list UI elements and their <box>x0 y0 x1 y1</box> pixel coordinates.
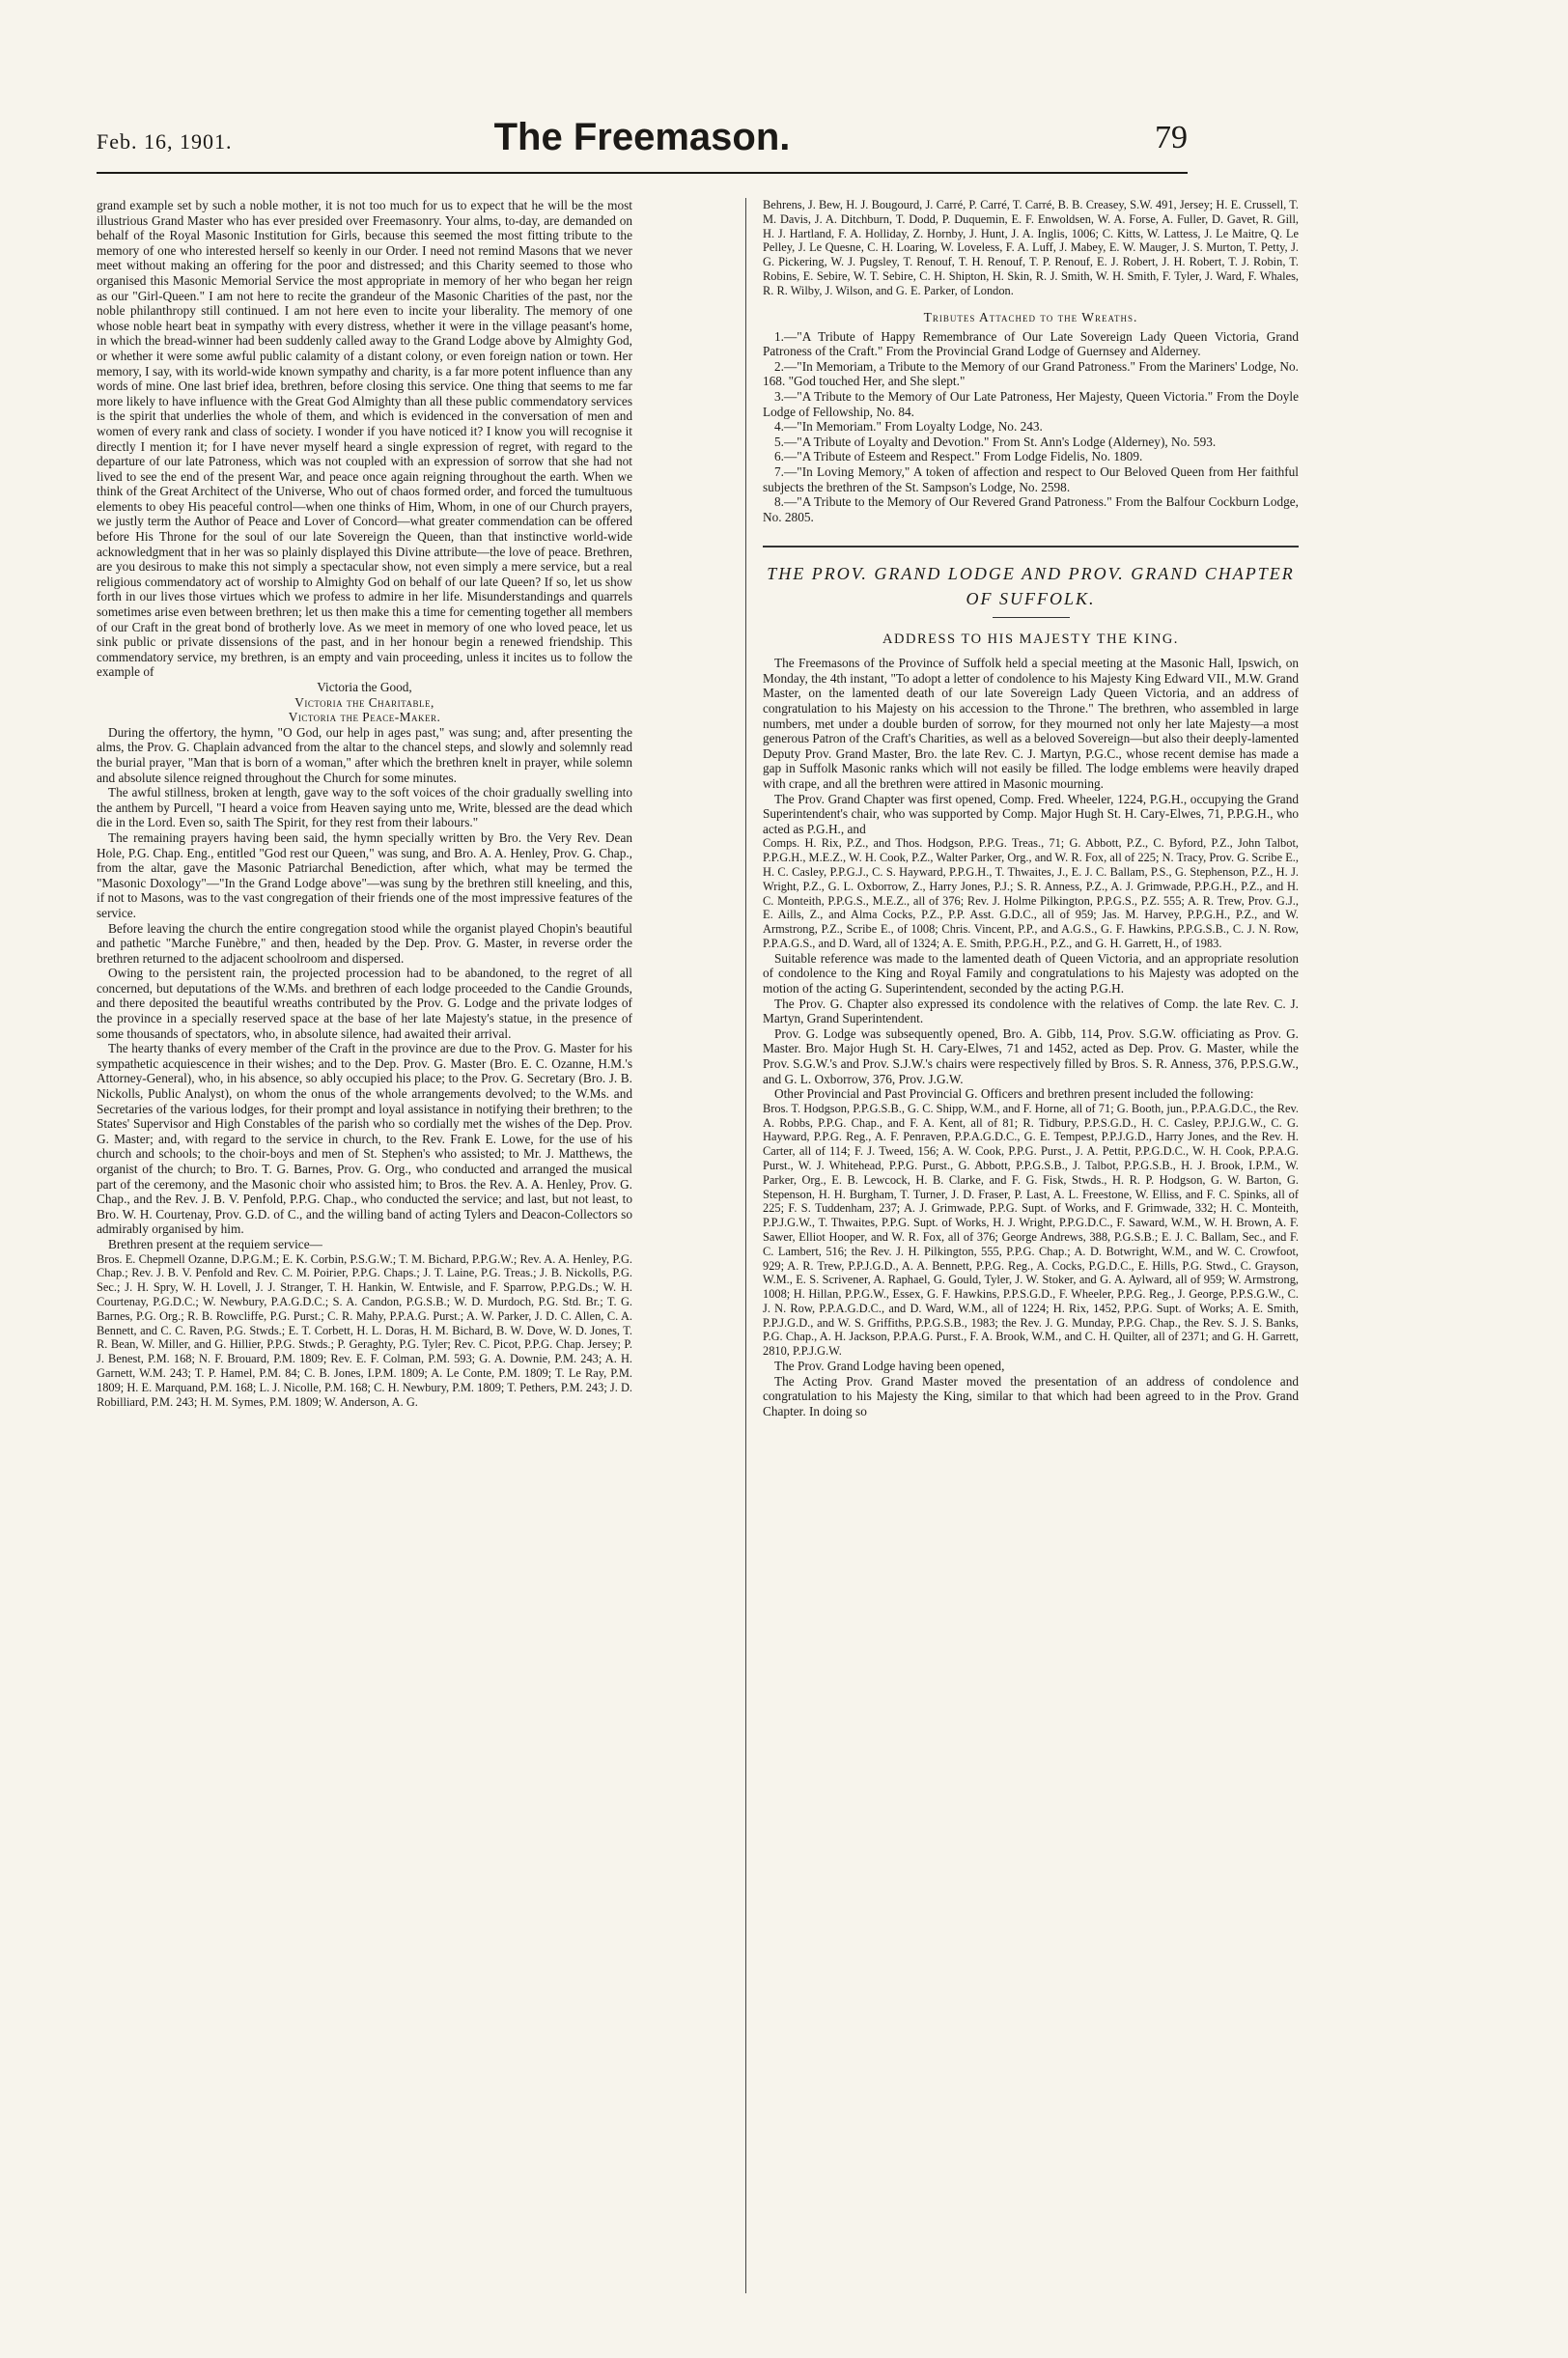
right-column <box>763 198 1299 2298</box>
tribute-item: 5.—"A Tribute of Loyalty and Devotion." From St. Ann's Lodge (Alderney), No. 593. <box>774 434 1217 449</box>
body-paragraph: The awful stillness, broken at length, gave way to the soft voices of the choir gradually swelling into the anthem by Purcell, "I heard a voice from Heaven saying unto me, Write, blessed are the dead which die in the Lord. Even so, saith The Spirit, for they rest from their labours." <box>97 785 632 830</box>
body-paragraph: Before leaving the church the entire congregation stood while the organist played Chopin's beautiful and pathetic "Marche Funèbre," and then, headed by the Dep. Prov. G. Master, in reverse order the brethren returned to the adjacent schoolroom and dispersed. <box>97 920 632 966</box>
tribute-item: 8.—"A Tribute to the Memory of Our Revered Grand Patroness." From the Balfour Cockburn Lodge, No. 2805. <box>763 494 1299 524</box>
page-header <box>97 116 1188 174</box>
tribute-item: 2.—"In Memoriam, a Tribute to the Memory of our Grand Patroness." From the Mariners' Lodge, No. 168. "God touched Her, and She slept." <box>763 358 1299 389</box>
left-column <box>97 198 632 2298</box>
body-paragraph: The Freemasons of the Province of Suffolk held a special meeting at the Masonic Hall, Ipswich, on Monday, the 4th instant, "To adopt a letter of condolence to his Majesty King Edward VII., M.W. Grand Master, on the lamented death of our late Sovereign Lady Queen Victoria, and an address of congratulation to his Majesty on his accession to the Throne." The brethren, who assembled in large numbers, met under a double burden of sorrow, for they mourned not only her late Majesty—a most generous Patron of the Craft's Charities, as well as a beloved Sovereign—but also their deeply-lamented Deputy Prov. Grand Master, Bro. the late Rev. C. J. Martyn, P.G.C., whose recent demise has made a gap in Suffolk Masonic ranks which will not easily be filled. The lodge emblems were heavily draped with crape, and all the brethren were attired in Masonic mourning. <box>763 656 1299 792</box>
body-paragraph: Prov. G. Lodge was subsequently opened, Bro. A. Gibb, 114, Prov. S.G.W. officiating as Prov. G. Master. Bro. Major Hugh St. H. Cary-Elwes, 71 and 1452, acted as Dep. Prov. G. Master, while the Prov. S.G.W.'s and Prov. S.J.W.'s chairs were respectively filled by Bros. S. R. Anness, 376, P.P.S.G.W., and G. L. Oxborrow, 376, Prov. J.G.W. <box>763 1025 1299 1086</box>
title-rule <box>993 617 1070 618</box>
page-number: 79 <box>1155 120 1188 155</box>
body-paragraph: Brethren present at the requiem service— <box>108 1236 322 1251</box>
header-rule <box>97 172 1188 174</box>
article-subtitle: ADDRESS TO HIS MAJESTY THE KING. <box>882 632 1179 648</box>
body-paragraph: Suitable reference was made to the lamented death of Queen Victoria, and an appropriate resolution of condolence to the King and Royal Family and congratulations to his Majesty was adopted on the motion of the acting G. Superintendent, seconded by the acting P.G.H. <box>763 950 1299 996</box>
tribute-item: 6.—"A Tribute of Esteem and Respect." From Lodge Fidelis, No. 1809. <box>774 449 1143 464</box>
body-paragraph: The Prov. G. Chapter also expressed its condolence with the relatives of Comp. the late Rev. C. J. Martyn, Grand Superintendent. <box>763 996 1299 1026</box>
tribute-item: 7.—"In Loving Memory," A token of affection and respect to Our Beloved Queen from Her faithful subjects the brethren of the St. Sampson's Lodge, No. 2598. <box>763 463 1299 494</box>
body-paragraph: Other Provincial and Past Provincial G. Officers and brethren present included the following: <box>774 1086 1254 1102</box>
body-paragraph: The remaining prayers having been said, the hymn specially written by Bro. the Very Rev. Dean Hole, P.G. Chap. Eng., entitled "God rest our Queen," was sung, and Bro. A. A. Henley, Prov. G. Chap., from the altar, gave the Masonic Patriarchal Benediction, after which, what may be termed the "Masonic Doxology"—"In the Grand Lodge above"—was sung by the brethren still kneeling, and this, if not to Masons, was to the vast congregation of their friends one of the most impressive features of the service. <box>97 829 632 920</box>
body-paragraph: The Prov. Grand Chapter was first opened, Comp. Fred. Wheeler, 1224, P.G.H., occupying the Grand Superintendent's chair, who was supported by Comp. Major Hugh St. H. Cary-Elwes, 71, P.P.G.H., who acted as P.G.H., and <box>763 791 1299 836</box>
brethren-list: Behrens, J. Bew, H. J. Bougourd, J. Carré, P. Carré, T. Carré, B. B. Creasey, S.W. 491, Jersey; H. E. Crussell, T. M. Davis, J. A. Ditchburn, T. Dodd, P. Duquemin, E. F. Enwoldsen, W. A. Forse, A. Fuller, D. Gavet, R. Gill, H. J. Hartland, F. A. Holliday, Z. Hornby, J. Hunt, J. A. Inglis, 1006; C. Kitts, W. Lattess, J. Le Maitre, Q. Le Pelley, J. Le Quesne, C. H. Loaring, W. Loveless, F. A. Luff, J. Mabey, E. W. Mauger, J. S. Murton, T. Petty, J. G. Pickering, W. J. Pugsley, T. Renouf, T. H. Renouf, T. P. Renouf, E. J. Robert, J. H. Robert, T. J. Robin, T. Robins, E. Sebire, W. T. Sebire, C. H. Shipton, H. Skin, R. J. Smith, W. H. Smith, F. Tyler, J. Ward, F. Whales, R. R. Wilby, J. Wilson, and G. E. Parker, of London. <box>763 198 1299 297</box>
brethren-list: Bros. T. Hodgson, P.P.G.S.B., G. C. Shipp, W.M., and F. Horne, all of 71; G. Booth, jun., P.P.A.G.D.C., the Rev. A. Robbs, P.P.G. Chap., and F. A. Kent, all of 81; R. Tidbury, P.P.S.G.D., H. C. Casley, P.P.J.G.W., C. G. Hayward, P.P.G. Reg., A. F. Penraven, P.P.A.G.D.C., G. E. Tempest, P.P.J.G.D., Harry Jones, and the Rev. H. Carter, all of 114; F. J. Tweed, 156; A. W. Cook, P.P.G. Purst., J. A. Pettit, P.P.G.D.C., W. H. Cook, P.P.A.G. Purst., W. J. Whitehead, P.P.G. Purst., G. Abbott, P.P.G.S.B., J. Talbot, P.P.G.S.B., H. J. Brook, I.P.M., W. Parker, Org., E. B. Lewcock, H. B. Clarke, and F. G. Fisk, Stwds., H. R. P. Hodgson, G. W. Barton, G. Stepenson, H. H. Burgham, T. Turner, J. D. Fraser, P. Last, A. L. Freestone, W. Elliss, and F. C. Spinks, all of 225; F. S. Tuddenham, 237; A. J. Grimwade, P.P.G. Supt. of Works, and F. Grimwade, 332; H. C. Monteith, P.P.J.G.W., T. Thwaites, P.P.G. Supt. of Works, H. J. Wright, P.P.G.D.C., F. Saward, W.M., W. H. Brown, A. F. Sawer, Elliot Hooper, and W. R. Fox, all of 376; George Andrews, 388, P.G.S.B.; E. J. C. Ballam, Sec., and F. C. Lambert, 516; the Rev. J. H. Pilkington, 555, P.P.G. Chap.; A. D. Botwright, W.M., and W. C. Crowfoot, 929; A. R. Trew, P.P.J.G.D., A. A. Bennett, P.P.G. Reg., A. Cocks, P.G.D.C., E. Hills, P.G. Stwd., C. Grayson, W.M., E. S. Scrivener, A. Raphael, G. Gould, Tyler, J. W. Stoker, and G. A. Aylward, all of 959; W. Armstrong, 1008; H. Hillan, P.P.G.W., Essex, G. F. Hawkins, P.P.S.G.D., F. Wheeler, P.P.G. Reg., J. George, P.P.S.G.W., C. J. N. Row, P.P.A.G.D.C., and D. Ward, W.M., all of 1224; H. Rix, 1452, P.P.G. Supt. of Works; A. E. Smith, P.P.J.G.D., and W. S. Griffiths, P.P.G.S.B., 1983; the Rev. J. G. Munday, P.P.G. Chap., the Rev. S. J. S. Banks, P.G. Chap., A. H. Jackson, P.P.A.G. Purst., F. A. Brook, W.M., and C. H. Quilter, all of 2371; and G. H. Garrett, 2810, P.P.J.G.W. <box>763 1101 1299 1359</box>
body-paragraph: The Acting Prov. Grand Master moved the presentation of an address of condolence and congratulation to his Majesty the King, similar to that which had been agreed to in the Prov. Grand Chapter. In doing so <box>763 1373 1299 1418</box>
body-paragraph: During the offertory, the hymn, "O God, our help in ages past," was sung; and, after presenting the alms, the Prov. G. Chaplain advanced from the altar to the chancel steps, and slowly and solemnly read the burial prayer, "Man that is born of a woman," after which the brethren knelt in prayer, while solemn and absolute silence reigned throughout the Church for some minutes. <box>97 724 632 785</box>
tribute-item: 4.—"In Memoriam." From Loyalty Lodge, No. 243. <box>774 419 1043 435</box>
body-paragraph: The hearty thanks of every member of the Craft in the province are due to the Prov. G. Master for his sympathetic acquiescence in their wishes; and to the Dep. Prov. G. Master (Bro. E. C. Ozanne, H.M.'s Attorney-General), who, in his absence, so ably occupied his place; to the Prov. G. Secretary (Bro. J. B. Nickolls, Public Analyst), on whom the onus of the whole arrangements devolved; to the W.Ms. and Secretaries of the various lodges, for their prompt and loyal assistance in notifying their brethren; to the States' Supervisor and High Constables of the parish who so cordially met the wishes of the Dep. Prov. G. Master; and, with regard to the service in church, to the Rev. Frank E. Lowe, for the use of his church and schools; to the choir-boys and men of St. Stephen's who assisted; to Mr. J. Matthews, the organist of the church; to Bro. T. G. Barnes, Prov. G. Org., who conducted and arranged the musical part of the ceremony, and the Masonic choir who assisted him; to Bros. the Rev. A. A. Henley, Prov. G. Chap., and the Rev. J. B. V. Penfold, P.P.G. Chap., who conducted the service; and last, but not least, to Bro. W. H. Courtenay, Prov. G.D. of C., and the willing band of acting Tylers and Deacon-Collectors so admirably organised by him. <box>97 1041 632 1237</box>
tributes-heading: Tributes Attached to the Wreaths. <box>923 309 1138 324</box>
body-paragraph: Owing to the persistent rain, the projected procession had to be abandoned, to the regret of all concerned, but deputations of the W.Ms. and brethren of each lodge proceeded to the Candie Grounds, and there deposited the beautiful wreaths contributed by the Prov. G. Lodge and the private lodges of the province in a specially reserved space at the base of her late Majesty's statue, in the presence of some thousands of spectators, who, in absolute silence, had awaited their arrival. <box>97 966 632 1041</box>
tribute-item: 3.—"A Tribute to the Memory of Our Late Patroness, Her Majesty, Queen Victoria." From the Doyle Lodge of Fellowship, No. 84. <box>763 388 1299 419</box>
companions-list: Comps. H. Rix, P.Z., and Thos. Hodgson, P.P.G. Treas., 71; G. Abbott, P.Z., C. Byford, P.Z., John Talbot, P.P.G.H., M.E.Z., W. H. Cook, P.Z., Walter Parker, Org., and W. R. Fox, all of 225; N. Tracy, Prov. G. Scribe E., H. C. Casley, P.P.G.J., C. S. Hayward, P.P.G.H., T. Thwaites, J., E. J. C. Ballam, P.S., G. Stephenson, P.Z., H. J. Wright, P.Z., G. L. Oxborrow, Z., Harry Jones, P.J.; S. R. Anness, P.Z., A. J. Grimwade, P.P.G.H., P.Z., and H. C. Monteith, P.P.G.S., M.E.Z., all of 376; Rev. J. Holme Pilkington, P.P.G.S., P.Z. 555; A. R. Trew, Prov. G.J., E. Aills, Z., and Alma Cocks, P.Z., P.P. Asst. G.D.C., all of 959; Jas. M. Harvey, P.P.G.H., P.Z., and W. Armstrong, P.Z., Scribe E., of 1008; Chris. Vincent, P.P., and A.G.S., G. F. Hawkins, P.P.G.S.B., C. J. N. Row, P.P.A.G.S., and D. Ward, all of 1324; A. E. Smith, P.P.G.H., P.Z., and G. H. Garrett, H., of 1983. <box>763 836 1299 950</box>
article-rule <box>763 546 1299 547</box>
article-title: THE PROV. GRAND LODGE AND PROV. GRAND CHAPTER OF SUFFOLK. <box>767 564 1295 609</box>
tribute-item: 1.—"A Tribute of Happy Remembrance of Our Late Sovereign Lady Queen Victoria, Grand Patroness of the Craft." From the Provincial Grand Lodge of Guernsey and Alderney. <box>763 328 1299 359</box>
column-divider <box>745 198 746 2293</box>
verse-line: Victoria the Good, <box>317 680 412 694</box>
issue-date: Feb. 16, 1901. <box>97 129 233 154</box>
verse-line: Victoria the Peace-Maker. <box>288 710 441 725</box>
brethren-list: Bros. E. Chepmell Ozanne, D.P.G.M.; E. K. Corbin, P.S.G.W.; T. M. Bichard, P.P.G.W.; Rev. A. A. Henley, P.G. Chap.; Rev. J. B. V. Penfold and Rev. C. M. Poirier, P.P.G. Chaps.; J. T. Laine, P.G. Treas.; J. B. Nickolls, P.G. Sec.; J. H. Spry, W. H. Lovell, J. J. Stranger, T. H. Hankin, W. Entwisle, and F. Sparrow, P.P.G.Ds.; W. H. Courtenay, P.G.D.C.; W. Newbury, P.A.G.D.C.; S. A. Candon, P.G.S.B.; W. D. Murdoch, P.G. Std. Br.; T. G. Barnes, P.G. Org.; R. B. Rowcliffe, P.G. Purst.; C. R. Mahy, P.P.A.G. Purst.; A. W. Parker, J. D. C. Allen, C. A. Bennett, and C. C. Raven, P.G. Stwds.; E. T. Corbett, H. L. Doras, H. M. Bichard, B. W. Dove, W. D. Jones, T. R. Bean, W. Miller, and G. Hillier, P.P.G. Stwds.; P. Geraghty, P.G. Tyler; Rev. C. Picot, P.P.G. Chap. Jersey; P. J. Benest, P.M. 168; N. F. Brouard, P.M. 1809; Rev. E. F. Colman, P.M. 593; G. A. Downie, P.M. 243; A. H. Garnett, W.M. 243; T. P. Hamel, P.M. 84; C. B. Jones, I.P.M. 1809; A. Le Conte, P.M. 1809; T. Le Ray, P.M. 1809; H. E. Marquand, P.M. 168; L. J. Nicolle, P.M. 168; C. H. Newbury, P.M. 1809; T. Pethers, P.M. 243; J. D. Robilliard, P.M. 243; H. M. Symes, P.M. 1809; W. Anderson, A. G. <box>97 1251 632 1409</box>
sermon-paragraph: grand example set by such a noble mother, it is not too much for us to expect that he will be the most illustrious Grand Master who has ever presided over Freemasonry. Your alms, to-day, are demanded on behalf of the Royal Masonic Institution for Girls, because this seemed the most fitting tribute to the memory of one who interested herself so keenly in our Order. I need not remind Masons that we never meet without making an offering for the poor and distressed; and this Charity seemed to those who organised this Masonic Memorial Service the most appropriate in memory of her who began her reign as our "Girl-Queen." I am not here to recite the grandeur of the Masonic Charities of the past, nor the noble philanthropy still continued. I am not here even to incite your liberality. The memory of one whose noble heart beat in sympathy with every distress, whether it were in the village peasant's home, in which the bread-winner had been suddenly called away to the Grand Lodge above by Almighty God, or whether it were some awful public calamity of a distant colony, or even foreign nation or town. Her memory, I say, with its world-wide known sympathy and charity, is a far more potent influence than any words of mine. One last brief idea, brethren, before closing this service. One thing that seems to me far more likely to have influence with the Great God Almighty than all these public commendatory services is the spirit that underlies the whole of them, and which is evidenced in the conversation of men and women of every rank and class of society. I wonder if you have noticed it? I know you will recognise it directly I mention it; for I have never myself heard a single expression of regret, with regard to the departure of our late Patroness, which was not coupled with an expression of sorrow that she had not lived to see the end of the present War, and peace once again reigning throughout the earth. When we think of the Great Architect of the Universe, Who out of chaos formed order, and forced the tumultuous elements to obey His peaceful control—when one thinks of Him, Whom, in one of our Church prayers, we justly term the Author of Peace and Lover of Concord—what greater commendation can be offered before His Throne for the soul of our late Sovereign the Queen, than that instinctive world-wide acknowledgment that in her was so plainly displayed this Divine attribute—the love of peace. Brethren, are you desirous to make this not simply a spectacular show, not even simply a mere service, but a real religious commendatory act of worship to Almighty God on behalf of our late Queen? If so, let us show forth in our lives those virtues which we profess to admire in her life. Misunderstandings and quarrels sometimes arise even between brethren; let us then make this a time for cementing together all members of our Craft in the great bond of brotherly love. As we meet in memory of one who loved peace, let us sink public or private dissensions of the past, and in her honour begin a renewed friendship. This commendatory service, my brethren, is an empty and vain proceeding, unless it incites us to follow the example of <box>97 198 632 680</box>
verse-line: Victoria the Charitable, <box>294 694 434 710</box>
body-paragraph: The Prov. Grand Lodge having been opened, <box>774 1359 1005 1374</box>
masthead-title: The Freemason. <box>493 116 791 158</box>
